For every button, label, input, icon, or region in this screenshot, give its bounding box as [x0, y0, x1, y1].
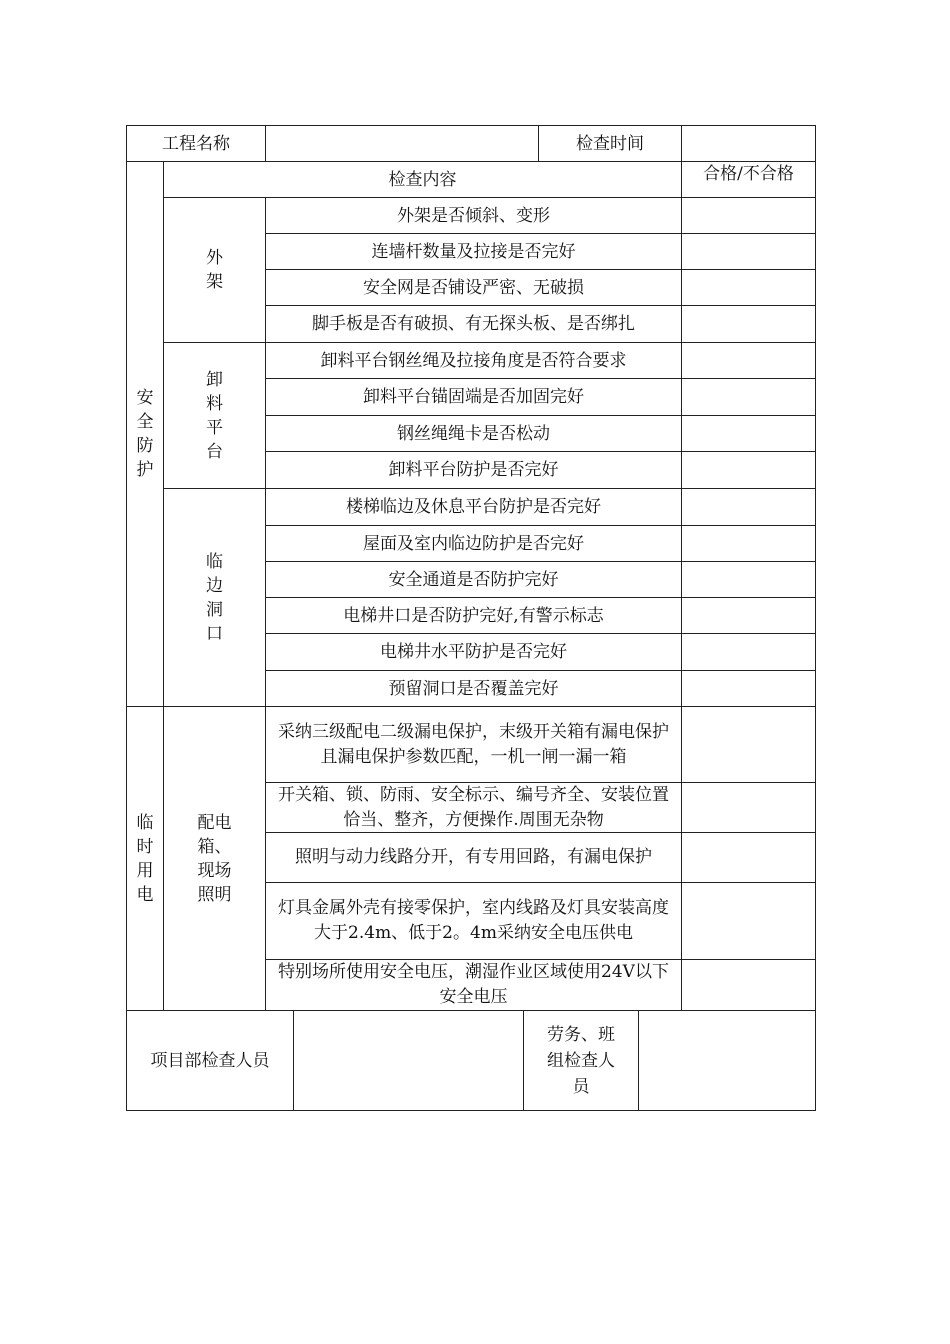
- check-item: 电梯井口是否防护完好,有警示标志: [265, 597, 682, 634]
- labor-inspector-label: [523, 1010, 639, 1111]
- group-label: 配电箱、现场照明: [197, 812, 232, 905]
- result-cell[interactable]: [681, 959, 816, 1011]
- check-item: 特别场所使用安全电压，潮湿作业区域使用24V以下安全电压: [265, 959, 682, 1011]
- check-item: 屋面及室内临边防护是否完好: [265, 525, 682, 562]
- check-item: 卸料平台锚固端是否加固完好: [265, 378, 682, 416]
- project-inspector-field[interactable]: [293, 1010, 524, 1111]
- result-cell[interactable]: [681, 488, 816, 526]
- project-name-label: 工程名称: [126, 125, 266, 162]
- check-item: 卸料平台钢丝绳及拉接角度是否符合要求: [265, 342, 682, 379]
- check-item: 电梯井水平防护是否完好: [265, 633, 682, 671]
- check-item: 采纳三级配电二级漏电保护，末级开关箱有漏电保护且漏电保护参数匹配，一机一闸一漏一箱: [265, 706, 682, 783]
- check-item: 安全通道是否防护完好: [265, 561, 682, 598]
- result-cell[interactable]: [681, 597, 816, 634]
- group-unloading-platform: [163, 342, 266, 489]
- check-item: 楼梯临边及休息平台防护是否完好: [265, 488, 682, 526]
- category-temporary-electricity: [126, 706, 164, 1011]
- result-cell[interactable]: [681, 197, 816, 234]
- check-item: 灯具金属外壳有接零保护，室内线路及灯具安装高度大于2.4m、低于2。4m采纳安全电压供电: [265, 882, 682, 960]
- result-cell[interactable]: [681, 525, 816, 562]
- check-item: 安全网是否铺设严密、无破损: [265, 269, 682, 306]
- result-header: 合格/不合格: [681, 161, 816, 198]
- check-item: 脚手板是否有破损、有无探头板、是否绑扎: [265, 305, 682, 343]
- result-cell[interactable]: [681, 269, 816, 306]
- content-header: 检查内容: [163, 161, 682, 198]
- result-cell[interactable]: [681, 305, 816, 343]
- check-time-label: 检查时间: [538, 125, 682, 162]
- category-char: 临时用电: [136, 812, 154, 905]
- check-item: 卸料平台防护是否完好: [265, 451, 682, 489]
- group-distribution-lighting: [163, 706, 266, 1011]
- result-cell[interactable]: [681, 706, 816, 783]
- result-cell[interactable]: [681, 670, 816, 707]
- result-cell[interactable]: [681, 233, 816, 270]
- group-label: 卸料平台: [206, 369, 223, 462]
- result-cell[interactable]: [681, 378, 816, 416]
- result-cell[interactable]: [681, 561, 816, 598]
- category-char: 安全防护: [136, 388, 154, 480]
- group-label: 临边洞口: [206, 551, 223, 644]
- check-item: 连墙杆数量及拉接是否完好: [265, 233, 682, 270]
- group-label: 外架: [206, 248, 223, 292]
- result-cell[interactable]: [681, 342, 816, 379]
- group-edge-openings: [163, 488, 266, 707]
- check-item: 照明与动力线路分开，有专用回路，有漏电保护: [265, 832, 682, 883]
- project-inspector-label: 项目部检查人员: [126, 1010, 294, 1111]
- result-cell[interactable]: [681, 415, 816, 452]
- category-safety-protection: [126, 161, 164, 707]
- check-item: 预留洞口是否覆盖完好: [265, 670, 682, 707]
- result-cell[interactable]: [681, 782, 816, 833]
- result-cell[interactable]: [681, 633, 816, 671]
- check-item: 外架是否倾斜、变形: [265, 197, 682, 234]
- labor-inspector-text: 劳务、班组检查人员: [547, 1024, 615, 1097]
- check-item: 开关箱、锁、防雨、安全标示、编号齐全、安装位置恰当、整齐，方便操作.周围无杂物: [265, 782, 682, 833]
- labor-inspector-field[interactable]: [638, 1010, 816, 1111]
- check-item: 钢丝绳绳卡是否松动: [265, 415, 682, 452]
- project-name-field[interactable]: [265, 125, 539, 162]
- group-scaffold: [163, 197, 266, 343]
- result-cell[interactable]: [681, 882, 816, 960]
- result-cell[interactable]: [681, 451, 816, 489]
- result-cell[interactable]: [681, 832, 816, 883]
- check-time-field[interactable]: [681, 125, 816, 162]
